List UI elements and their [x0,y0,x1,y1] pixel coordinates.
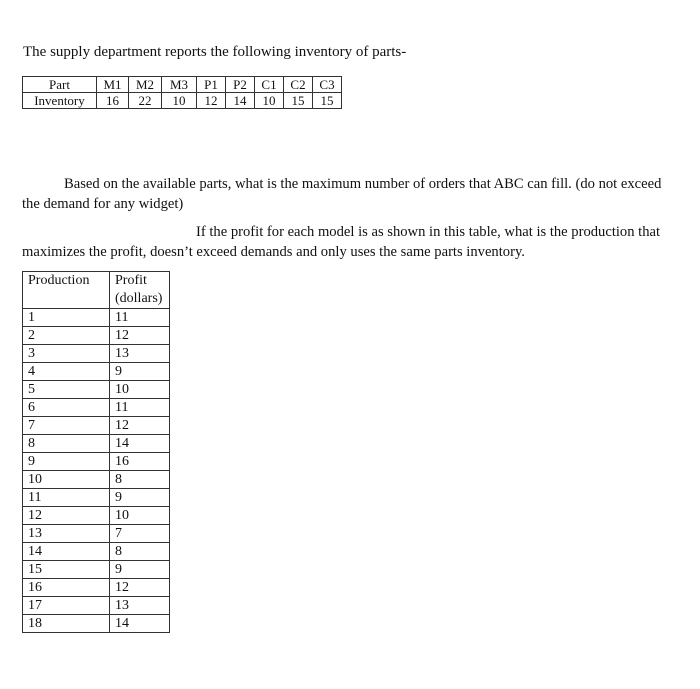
table-row [23,543,170,561]
profit-cell: 13 [110,597,170,615]
part-cell: C1 [255,77,284,93]
profit-cell: 12 [110,579,170,597]
production-cell: 4 [23,363,110,381]
parts-row [23,77,342,93]
production-cell: 13 [23,525,110,543]
inventory-cell: 16 [97,93,129,109]
inventory-row [23,93,342,109]
inventory-cell: 10 [162,93,197,109]
production-cell: 12 [23,507,110,525]
inventory-cell: 10 [255,93,284,109]
inventory-cell: 15 [284,93,313,109]
part-cell: C3 [313,77,342,93]
production-cell: 2 [23,327,110,345]
production-cell: 11 [23,489,110,507]
table-row [23,579,170,597]
table-row [23,417,170,435]
production-cell: 10 [23,471,110,489]
table-row [23,561,170,579]
production-cell: 3 [23,345,110,363]
table-row [23,435,170,453]
production-cell: 6 [23,399,110,417]
production-cell: 8 [23,435,110,453]
table-row [23,597,170,615]
table-row [23,363,170,381]
part-cell: M3 [162,77,197,93]
part-cell: P2 [226,77,255,93]
profit-cell: 8 [110,543,170,561]
production-cell: 1 [23,309,110,327]
production-cell: 15 [23,561,110,579]
profit-cell: 13 [110,345,170,363]
profit-cell: 10 [110,507,170,525]
header-profit: Profit (dollars) [110,272,170,309]
table-row [23,615,170,633]
table-row [23,327,170,345]
profit-cell: 9 [110,489,170,507]
profit-cell: 14 [110,615,170,633]
production-profit-table [22,271,170,633]
table-row [23,525,170,543]
part-cell: P1 [197,77,226,93]
header-production: Production [23,272,110,309]
production-cell: 17 [23,597,110,615]
profit-cell: 7 [110,525,170,543]
part-cell: M2 [129,77,162,93]
table-row [23,489,170,507]
intro-text: The supply department reports the following inventory of parts- [23,44,407,60]
question-2 [22,222,672,262]
inventory-cell: 12 [197,93,226,109]
profit-cell: 14 [110,435,170,453]
profit-cell: 12 [110,327,170,345]
row-label-inventory: Inventory [23,93,97,109]
table-row [23,453,170,471]
row-label-part: Part [23,77,97,93]
profit-cell: 10 [110,381,170,399]
profit-cell: 8 [110,471,170,489]
production-cell: 16 [23,579,110,597]
parts-inventory-table [22,76,342,109]
profit-cell: 11 [110,309,170,327]
question-1-text: Based on the available parts, what is the maximum number of orders that ABC can fill. (do not exceed the demand for any widget) [22,176,662,212]
table-row [23,345,170,363]
profit-cell: 16 [110,453,170,471]
table-row [23,381,170,399]
inventory-cell: 14 [226,93,255,109]
part-cell: M1 [97,77,129,93]
question-1 [22,174,662,214]
profit-cell: 11 [110,399,170,417]
question-2-text: If the profit for each model is as shown in this table, what is the production that maximizes the profit, doesn’t exceed demands and only uses the same parts inventory. [22,224,661,260]
production-cell: 7 [23,417,110,435]
production-cell: 5 [23,381,110,399]
production-cell: 14 [23,543,110,561]
production-cell: 9 [23,453,110,471]
part-cell: C2 [284,77,313,93]
inventory-cell: 15 [313,93,342,109]
table-row [23,399,170,417]
profit-cell: 12 [110,417,170,435]
inventory-cell: 22 [129,93,162,109]
table-row [23,309,170,327]
table-row [23,471,170,489]
profit-cell: 9 [110,363,170,381]
production-cell: 18 [23,615,110,633]
profit-cell: 9 [110,561,170,579]
header-row [23,272,170,309]
table-row [23,507,170,525]
